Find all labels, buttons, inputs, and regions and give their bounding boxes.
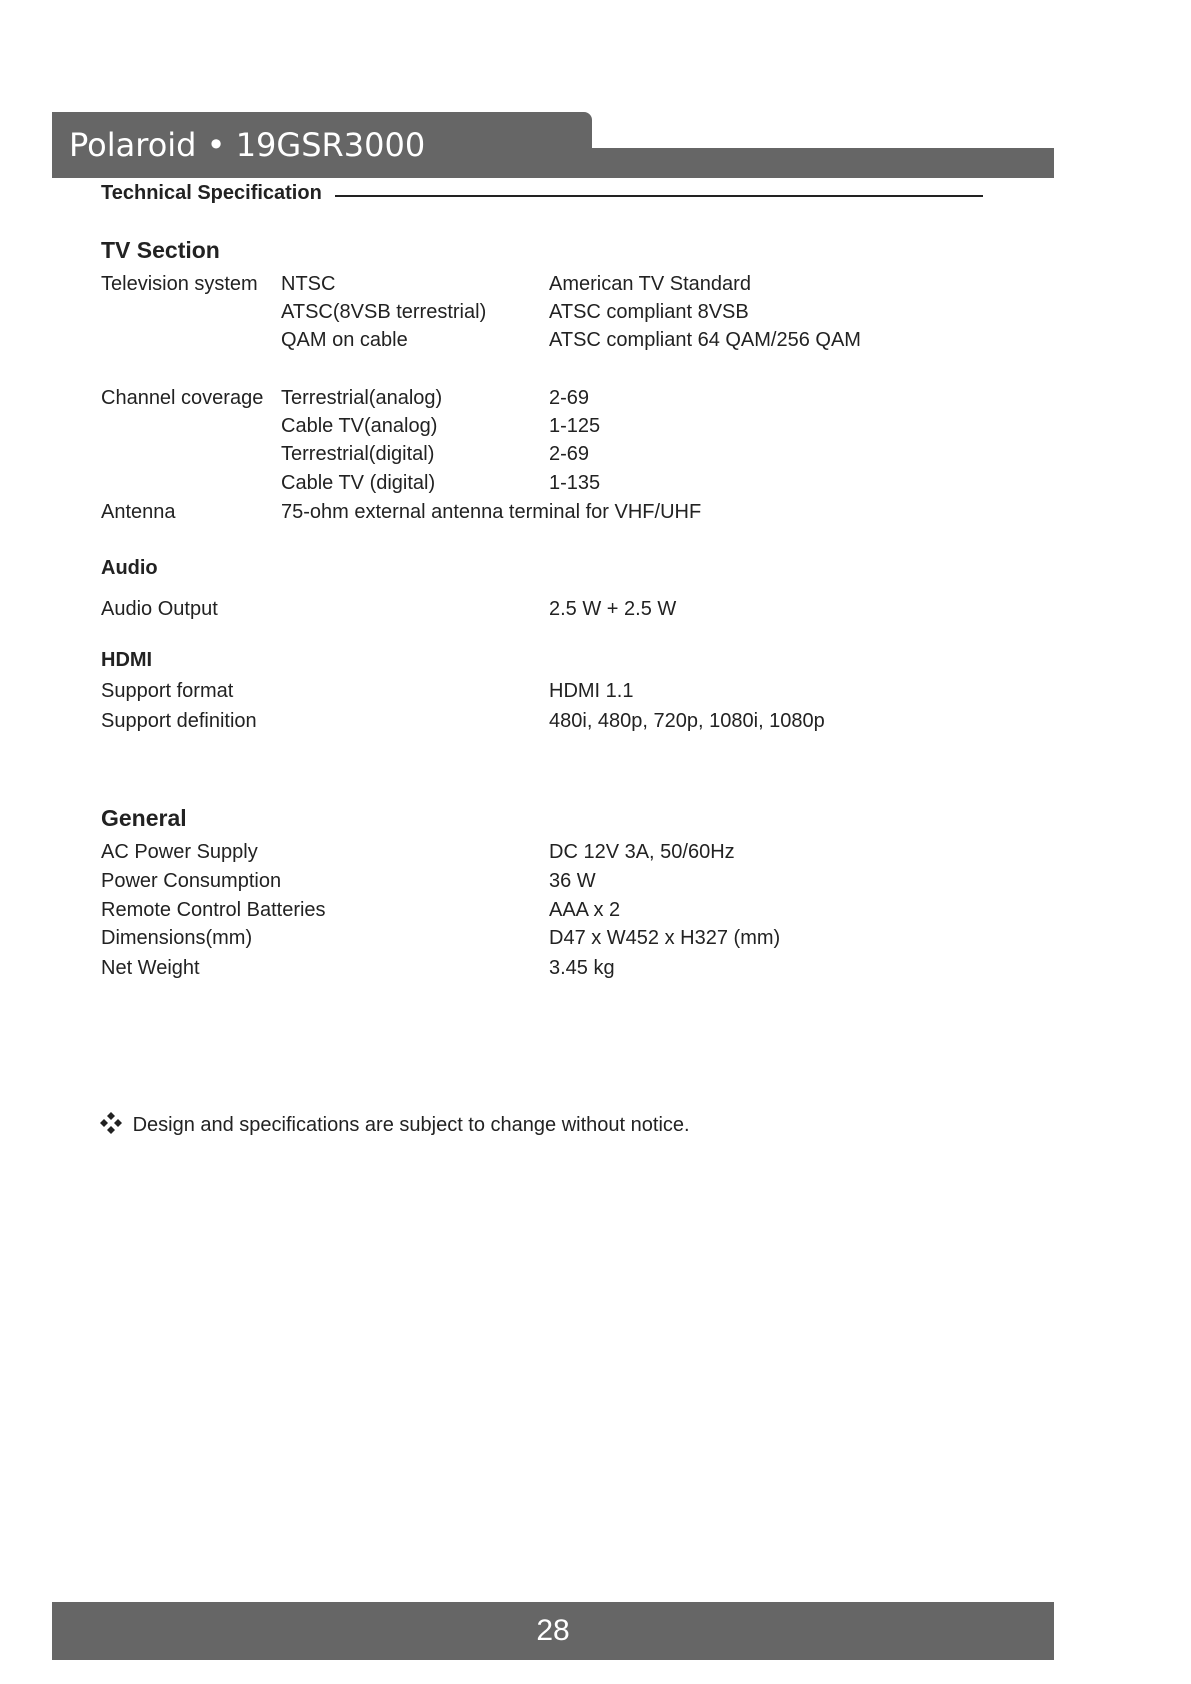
spec-item: Cable TV(analog)	[281, 415, 438, 437]
antenna-value: 75-ohm external antenna terminal for VHF/UHF	[281, 501, 702, 523]
tv-section-heading: TV Section	[101, 237, 220, 263]
general-row-value: 3.45 kg	[549, 957, 615, 979]
hdmi-heading: HDMI	[101, 649, 153, 671]
general-row-value: D47 x W452 x H327 (mm)	[549, 927, 781, 949]
spec-item: ATSC(8VSB terrestrial)	[281, 301, 487, 323]
spec-value: 2-69	[549, 443, 590, 465]
spec-item: Terrestrial(analog)	[281, 387, 443, 409]
hdmi-row-label: Support format	[101, 680, 234, 702]
channel-coverage-label: Channel coverage	[101, 387, 264, 409]
four-diamond-bullet-icon	[99, 1114, 133, 1136]
spec-item: Cable TV (digital)	[281, 472, 436, 494]
spec-item: QAM on cable	[281, 329, 408, 351]
general-heading: General	[101, 805, 187, 831]
spec-value: ATSC compliant 64 QAM/256 QAM	[549, 329, 861, 351]
notice-text: Design and specifications are subject to change without notice.	[132, 1114, 690, 1136]
page-number: 28	[536, 1614, 570, 1647]
television-system-label: Television system	[101, 273, 258, 295]
section-title: Technical Specification	[101, 182, 322, 204]
hdmi-row-value: 480i, 480p, 720p, 1080i, 1080p	[549, 710, 825, 732]
section-title-rule	[335, 195, 983, 197]
spec-value: ATSC compliant 8VSB	[549, 301, 749, 323]
spec-item: NTSC	[281, 273, 336, 295]
spec-value: 1-125	[549, 415, 601, 437]
audio-heading: Audio	[101, 557, 158, 579]
notice-line	[99, 1111, 690, 1137]
general-row-label: Power Consumption	[101, 870, 282, 892]
spec-value: 1-135	[549, 472, 601, 494]
spec-value: 2-69	[549, 387, 590, 409]
general-row-label: Remote Control Batteries	[101, 899, 326, 921]
general-row-label: Dimensions(mm)	[101, 927, 253, 949]
general-row-value: AAA x 2	[549, 899, 621, 921]
footer-bar	[52, 1602, 1054, 1660]
brand-model-title: Polaroid • 19GSR3000	[69, 126, 426, 164]
general-row-value: 36 W	[549, 870, 596, 892]
antenna-label: Antenna	[101, 501, 176, 523]
audio-output-value: 2.5 W + 2.5 W	[549, 598, 677, 620]
general-row-label: Net Weight	[101, 957, 200, 979]
general-row-label: AC Power Supply	[101, 841, 258, 863]
general-row-value: DC 12V 3A, 50/60Hz	[549, 841, 735, 863]
hdmi-row-label: Support definition	[101, 710, 257, 732]
audio-output-label: Audio Output	[101, 598, 218, 620]
spec-value: American TV Standard	[549, 273, 751, 295]
spec-item: Terrestrial(digital)	[281, 443, 435, 465]
header-bar-extension	[590, 148, 1054, 178]
hdmi-row-value: HDMI 1.1	[549, 680, 634, 702]
